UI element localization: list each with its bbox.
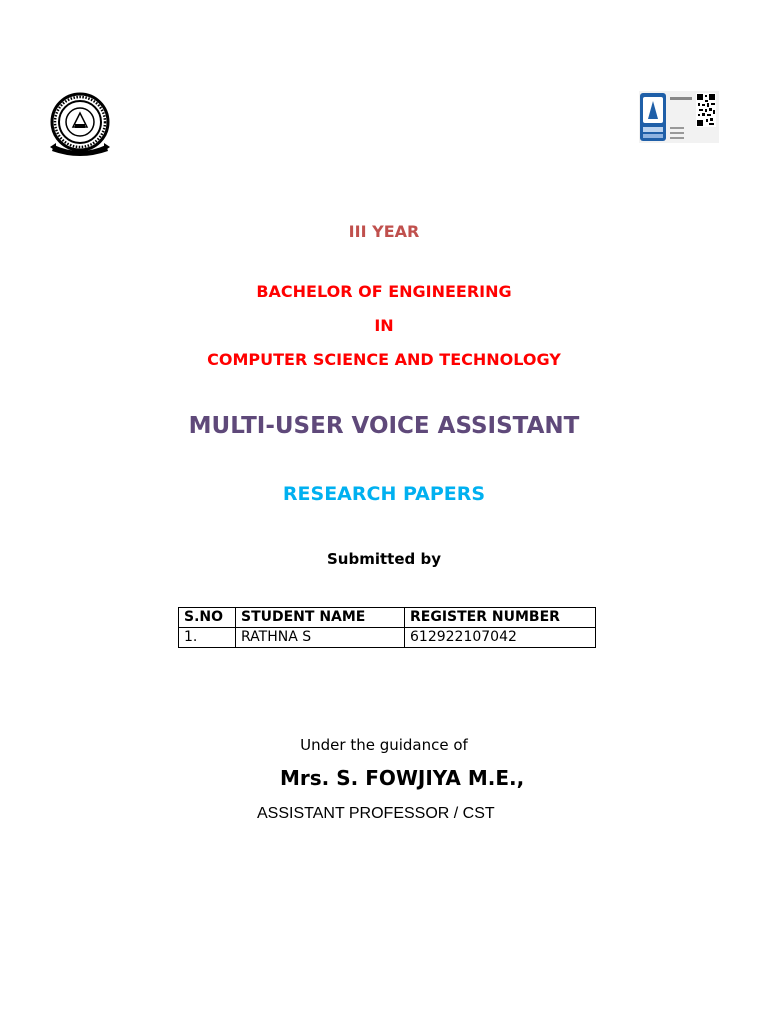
- table-row: [179, 628, 596, 648]
- guide-designation: ASSISTANT PROFESSOR / CST: [257, 805, 495, 822]
- table-header-sno: S.NO: [179, 608, 236, 628]
- table-header-register-number: REGISTER NUMBER: [405, 608, 596, 628]
- college-emblem-icon: [46, 91, 114, 159]
- guidance-label: Under the guidance of: [300, 736, 468, 754]
- table-header-row: [179, 608, 596, 628]
- table-cell-student-name: RATHNA S: [236, 628, 405, 648]
- document-type: RESEARCH PAPERS: [282, 483, 486, 505]
- submitted-by-label: Submitted by: [327, 550, 441, 568]
- table-cell-register-number: 612922107042: [405, 628, 596, 648]
- year-heading: III YEAR: [348, 222, 420, 241]
- students-table: [178, 607, 596, 648]
- in-heading: IN: [374, 316, 394, 335]
- table-header-student-name: STUDENT NAME: [236, 608, 405, 628]
- guide-name: Mrs. S. FOWJIYA M.E.,: [280, 766, 525, 790]
- project-title: MULTI-USER VOICE ASSISTANT: [188, 413, 580, 439]
- department-heading: COMPUTER SCIENCE AND TECHNOLOGY: [207, 350, 561, 369]
- certification-badge-icon: [639, 91, 719, 143]
- table-cell-sno: 1.: [179, 628, 236, 648]
- degree-heading: BACHELOR OF ENGINEERING: [256, 282, 512, 301]
